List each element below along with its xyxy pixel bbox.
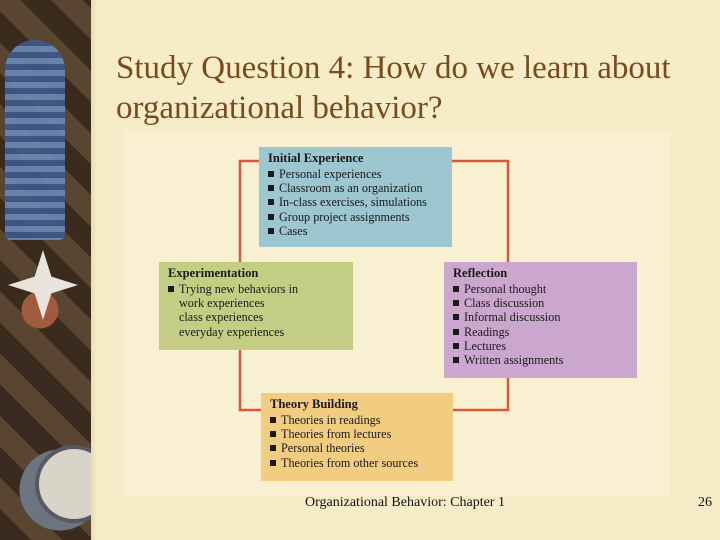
list-item: class experiences bbox=[179, 310, 264, 325]
list-item: Cases bbox=[268, 224, 446, 238]
experimentation-heading: Experimentation bbox=[168, 266, 259, 280]
list-item: In-class exercises, simulations bbox=[268, 195, 446, 209]
experimentation-box bbox=[159, 262, 353, 350]
slide-footer: Organizational Behavior: Chapter 1 bbox=[305, 495, 505, 510]
list-item: Written assignments bbox=[453, 353, 631, 367]
learning-cycle-diagram bbox=[124, 131, 670, 495]
list-item: Informal discussion bbox=[453, 310, 631, 324]
initial-experience-list bbox=[268, 167, 446, 238]
list-item: everyday experiences bbox=[179, 324, 285, 339]
connector-reflection-to-theory bbox=[453, 378, 508, 410]
list-item: Theories from lectures bbox=[270, 427, 447, 441]
compass-graphic bbox=[35, 445, 97, 523]
theory-building-heading: Theory Building bbox=[270, 397, 358, 411]
list-item: Readings bbox=[453, 325, 631, 339]
list-item: Classroom as an organization bbox=[268, 181, 446, 195]
medal-cross-graphic bbox=[8, 250, 78, 320]
theory-building-box bbox=[261, 393, 453, 481]
medal-ribbon-graphic bbox=[5, 40, 65, 240]
list-item: Personal theories bbox=[270, 441, 447, 455]
list-item: Theories in readings bbox=[270, 413, 447, 427]
list-item: Class discussion bbox=[453, 296, 631, 310]
initial-experience-heading: Initial Experience bbox=[268, 151, 364, 165]
page-number: 26 bbox=[698, 495, 712, 510]
experimentation-list bbox=[168, 282, 347, 339]
reflection-list bbox=[453, 282, 631, 367]
connector-initial-to-reflection bbox=[452, 161, 508, 262]
slide-title: Study Question 4: How do we learn about organizational behavior? bbox=[116, 50, 671, 126]
list-item: Group project assignments bbox=[268, 210, 446, 224]
list-item: Theories from other sources bbox=[270, 456, 447, 470]
list-item: Trying new behaviors in bbox=[168, 282, 347, 296]
list-item: Personal experiences bbox=[268, 167, 446, 181]
reflection-heading: Reflection bbox=[453, 266, 508, 280]
list-item: Lectures bbox=[453, 339, 631, 353]
list-item: Personal thought bbox=[453, 282, 631, 296]
decorative-sidebar-image bbox=[0, 0, 97, 540]
connector-experimentation-to-initial bbox=[240, 161, 259, 262]
initial-experience-box bbox=[259, 147, 452, 247]
theory-building-list bbox=[270, 413, 447, 470]
sidebar-edge bbox=[91, 0, 97, 540]
list-item: work experiences bbox=[179, 296, 265, 311]
connector-theory-to-experimentation bbox=[240, 350, 261, 410]
reflection-box bbox=[444, 262, 637, 378]
